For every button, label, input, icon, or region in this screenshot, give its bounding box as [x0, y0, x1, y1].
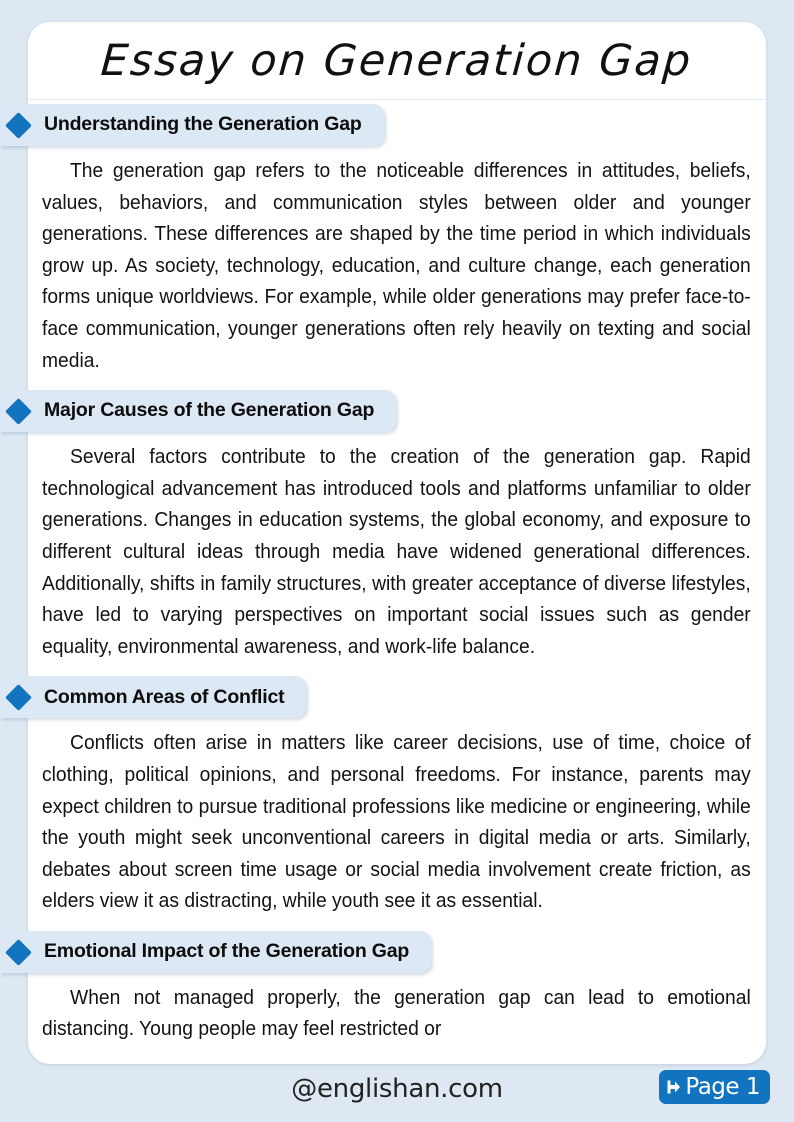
section-heading-pill: [0, 931, 431, 973]
arrow-right-icon: [666, 1078, 681, 1096]
page-title: Essay on Generation Gap: [99, 35, 695, 86]
diamond-icon: [5, 398, 32, 425]
section-heading-row: [0, 390, 794, 432]
section-body-text: Several factors contribute to the creation of the generation gap. Rapid technological advancement has introduced tools and platforms unfamiliar to older generations. Changes in education systems, the global economy, and exposure to different cultural ideas through media have widened generational differences. Additionally, shifts in family structures, with greater acceptance of diverse lifestyles, have led to varying perspectives on important social issues such as gender equality, environmental awareness, and work-life balance.: [42, 445, 751, 658]
title-block: [28, 22, 766, 100]
section-spacer: [0, 376, 794, 390]
section-emotional-impact: [0, 931, 794, 1045]
section-major-causes: [0, 390, 794, 662]
page-number-badge: [659, 1070, 770, 1104]
section-heading-label: Common Areas of Conflict: [44, 685, 285, 708]
site-watermark: @englishan.com: [291, 1074, 503, 1104]
section-heading-label: Emotional Impact of the Generation Gap: [44, 940, 410, 963]
section-heading-row: [0, 676, 794, 718]
section-body-text: The generation gap refers to the noticeable differences in attitudes, beliefs, values, behaviors, and communication styles between older and younger generations. These differences are shaped by the time period in which individuals grow up. As society, technology, education, and culture change, each generation forms unique worldviews. For example, while older generations may prefer face-to-face communication, younger generations often rely heavily on texting and social media.: [42, 159, 751, 372]
diamond-icon: [5, 684, 32, 711]
section-common-conflict: [0, 676, 794, 917]
section-understanding: [0, 104, 794, 376]
diamond-icon: [5, 112, 32, 139]
section-body-text: When not managed properly, the generation gap can lead to emotional distancing. Young people may feel restricted or: [42, 985, 751, 1041]
section-heading-row: [0, 931, 794, 973]
section-heading-label: Understanding the Generation Gap: [44, 113, 362, 136]
section-body-text: Conflicts often arise in matters like career decisions, use of time, choice of clothing, political opinions, and personal freedoms. For instance, parents may expect children to pursue traditional professions like medicine or engineering, while the youth might seek unconventional careers in digital media or arts. Similarly, debates about screen time usage or social media involvement create friction, as elders view it as distracting, while youth see it as essential.: [42, 731, 751, 913]
section-heading-row: [0, 104, 794, 146]
page-number-label: Page 1: [685, 1073, 760, 1100]
section-heading-pill: [0, 390, 396, 432]
page-footer: [0, 1064, 794, 1122]
section-heading-label: Major Causes of the Generation Gap: [44, 399, 375, 422]
section-spacer: [0, 662, 794, 676]
section-heading-pill: [0, 676, 306, 718]
section-heading-pill: [0, 104, 384, 146]
diamond-icon: [5, 939, 32, 966]
section-spacer: [0, 917, 794, 931]
sections-container: [0, 104, 794, 1045]
